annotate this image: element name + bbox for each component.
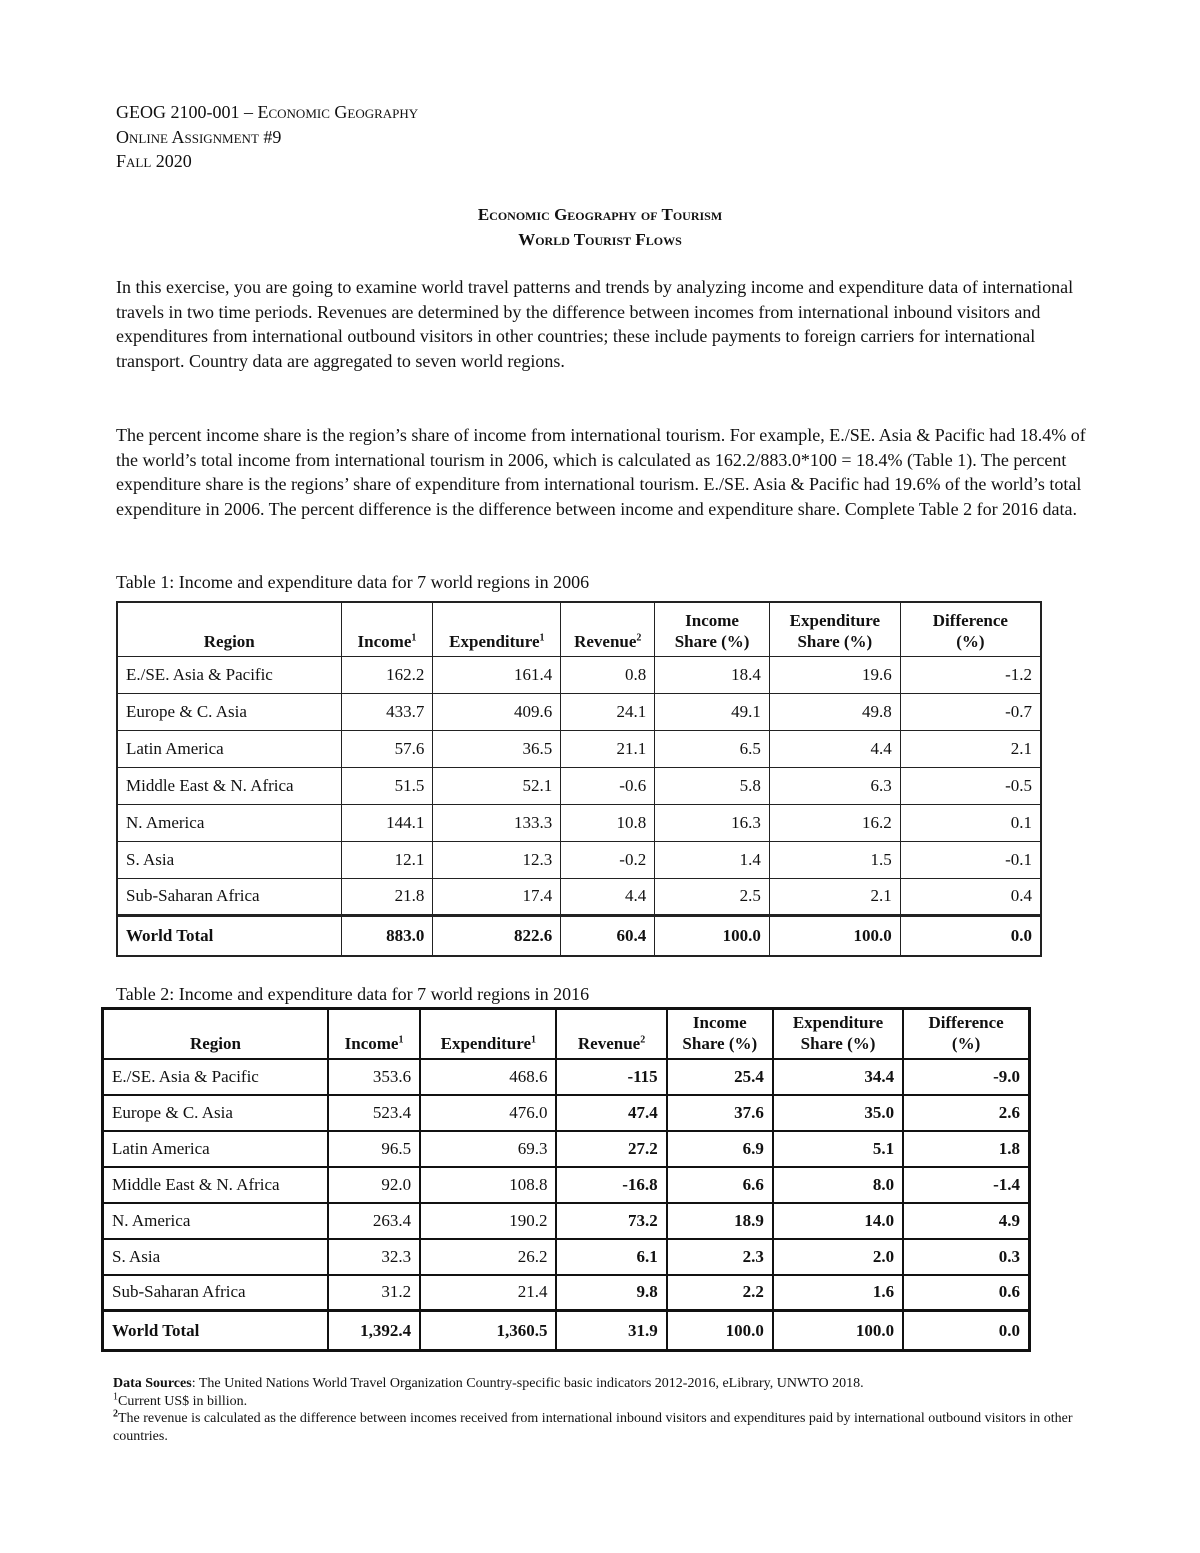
value-cell: 2.2 (667, 1275, 773, 1311)
value-cell: 4.9 (903, 1203, 1029, 1239)
value-cell: 1.5 (769, 841, 900, 878)
value-cell: 523.4 (328, 1095, 420, 1131)
region-cell: Europe & C. Asia (117, 693, 341, 730)
value-cell: 133.3 (433, 804, 561, 841)
value-cell: 1.6 (773, 1275, 903, 1311)
value-cell: -1.4 (903, 1167, 1029, 1203)
value-cell: 96.5 (328, 1131, 420, 1167)
value-cell: 6.6 (667, 1167, 773, 1203)
value-cell: 19.6 (769, 656, 900, 693)
table-row (103, 1059, 1030, 1095)
value-cell: 2.3 (667, 1239, 773, 1275)
table-row (103, 1275, 1030, 1311)
table2-caption: Table 2: Income and expenditure data for 7 world regions in 2016 (116, 984, 590, 1004)
col-revenue: Revenue$^2$ (556, 1009, 666, 1059)
col-region: Region (117, 602, 341, 656)
value-cell: 18.9 (667, 1203, 773, 1239)
col-difference: Difference (%) (900, 602, 1041, 656)
value-cell: -9.0 (903, 1059, 1029, 1095)
value-cell: 0.3 (903, 1239, 1029, 1275)
value-cell: 263.4 (328, 1203, 420, 1239)
value-cell: 476.0 (420, 1095, 556, 1131)
footnote-1: $^1$Current US$ in billion. (113, 1390, 248, 1409)
course-line: GEOG 2100-001 – Economic Geography (116, 102, 419, 122)
value-cell: 409.6 (433, 693, 561, 730)
value-cell: 2.1 (769, 878, 900, 915)
total-value-cell: 100.0 (655, 915, 770, 956)
term-line: Fall 2020 (116, 151, 192, 171)
col-revenue: Revenue$^2$ (561, 602, 655, 656)
footnote-2: $^2$The revenue is calculated as the difference between incomes received from international inbound visitors and expenditures paid by international outbound visitors in other countries. (113, 1408, 1073, 1444)
value-cell: 21.4 (420, 1275, 556, 1311)
value-cell: 161.4 (433, 656, 561, 693)
sub-title: World Tourist Flows (518, 230, 682, 249)
value-cell: 9.8 (556, 1275, 666, 1311)
table-header-row (103, 1009, 1030, 1059)
value-cell: 468.6 (420, 1059, 556, 1095)
value-cell: 10.8 (561, 804, 655, 841)
value-cell: 36.5 (433, 730, 561, 767)
table-row (117, 656, 1041, 693)
region-cell: E./SE. Asia & Pacific (103, 1059, 328, 1095)
value-cell: 162.2 (341, 656, 433, 693)
value-cell: 6.5 (655, 730, 770, 767)
table-2016 (101, 1007, 1031, 1352)
value-cell: 144.1 (341, 804, 433, 841)
table-total-row (117, 915, 1041, 956)
value-cell: 57.6 (341, 730, 433, 767)
region-cell: S. Asia (117, 841, 341, 878)
value-cell: -0.2 (561, 841, 655, 878)
main-title: Economic Geography of Tourism (477, 205, 723, 224)
total-value-cell: 60.4 (561, 915, 655, 956)
table-row (103, 1239, 1030, 1275)
value-cell: -0.6 (561, 767, 655, 804)
value-cell: 47.4 (556, 1095, 666, 1131)
share-explanation-paragraph: The percent income share is the region’s share of income from international tourism. For example, E./SE. Asia & Pacific had 18.4% of the world’s total income from international tourism in 2006, which is calculated as 162.2/883.0*100 = 18.4% (Table 1). The percent expenditure share is the regions’ share of expenditure from international tourism. E./SE. Asia & Pacific had 19.6% of the world’s total expenditure in 2006. The percent difference is the difference between income and expenditure share. Complete Table 2 for 2016 data. (116, 425, 1086, 519)
value-cell: -1.2 (900, 656, 1041, 693)
col-difference: Difference (%) (903, 1009, 1029, 1059)
total-value-cell: 1,360.5 (420, 1311, 556, 1351)
total-value-cell: 100.0 (773, 1311, 903, 1351)
table-row (117, 693, 1041, 730)
value-cell: -115 (556, 1059, 666, 1095)
value-cell: 16.3 (655, 804, 770, 841)
value-cell: 26.2 (420, 1239, 556, 1275)
value-cell: 27.2 (556, 1131, 666, 1167)
value-cell: 25.4 (667, 1059, 773, 1095)
value-cell: 21.8 (341, 878, 433, 915)
total-label-cell: World Total (103, 1311, 328, 1351)
document-title (0, 202, 1200, 252)
value-cell: 31.2 (328, 1275, 420, 1311)
region-cell: S. Asia (103, 1239, 328, 1275)
value-cell: 49.1 (655, 693, 770, 730)
value-cell: 8.0 (773, 1167, 903, 1203)
col-income-share: Income Share (%) (655, 602, 770, 656)
value-cell: 353.6 (328, 1059, 420, 1095)
table-row (103, 1167, 1030, 1203)
value-cell: 2.1 (900, 730, 1041, 767)
table-row (117, 841, 1041, 878)
table-row (117, 804, 1041, 841)
col-income: Income$^1$ (341, 602, 433, 656)
value-cell: 37.6 (667, 1095, 773, 1131)
value-cell: 69.3 (420, 1131, 556, 1167)
data-sources-note: Data Sources: The United Nations World Travel Organization Country-specific basic indicators 2012-2016, eLibrary, UNWTO 2018. (113, 1376, 864, 1391)
col-region: Region (103, 1009, 328, 1059)
region-cell: Europe & C. Asia (103, 1095, 328, 1131)
value-cell: 5.8 (655, 767, 770, 804)
value-cell: 51.5 (341, 767, 433, 804)
value-cell: 2.6 (903, 1095, 1029, 1131)
region-cell: E./SE. Asia & Pacific (117, 656, 341, 693)
region-cell: N. America (103, 1203, 328, 1239)
value-cell: 17.4 (433, 878, 561, 915)
region-cell: N. America (117, 804, 341, 841)
value-cell: 2.5 (655, 878, 770, 915)
value-cell: 6.9 (667, 1131, 773, 1167)
value-cell: 92.0 (328, 1167, 420, 1203)
assignment-line: Online Assignment #9 (116, 126, 282, 147)
value-cell: 14.0 (773, 1203, 903, 1239)
value-cell: 12.3 (433, 841, 561, 878)
value-cell: 4.4 (561, 878, 655, 915)
col-income-share: Income Share (%) (667, 1009, 773, 1059)
total-value-cell: 822.6 (433, 915, 561, 956)
total-value-cell: 0.0 (900, 915, 1041, 956)
value-cell: 0.4 (900, 878, 1041, 915)
region-cell: Latin America (117, 730, 341, 767)
value-cell: 49.8 (769, 693, 900, 730)
value-cell: 73.2 (556, 1203, 666, 1239)
table-row (103, 1131, 1030, 1167)
region-cell: Latin America (103, 1131, 328, 1167)
value-cell: 35.0 (773, 1095, 903, 1131)
value-cell: 16.2 (769, 804, 900, 841)
footnotes (113, 1375, 1103, 1445)
value-cell: 433.7 (341, 693, 433, 730)
region-cell: Sub-Saharan Africa (117, 878, 341, 915)
value-cell: -16.8 (556, 1167, 666, 1203)
total-value-cell: 100.0 (667, 1311, 773, 1351)
value-cell: 21.1 (561, 730, 655, 767)
table-row (117, 767, 1041, 804)
value-cell: 2.0 (773, 1239, 903, 1275)
col-expenditure-share: Expenditure Share (%) (769, 602, 900, 656)
col-expenditure-share: Expenditure Share (%) (773, 1009, 903, 1059)
value-cell: 34.4 (773, 1059, 903, 1095)
total-value-cell: 1,392.4 (328, 1311, 420, 1351)
intro-paragraph: In this exercise, you are going to examine world travel patterns and trends by analyzing income and expenditure data of international travels in two time periods. Revenues are determined by the difference between incomes from international inbound visitors and expenditures from international outbound visitors in other countries; these include payments to foreign carriers for international transport. Country data are aggregated to seven world regions. (116, 277, 1074, 371)
value-cell: 0.6 (903, 1275, 1029, 1311)
value-cell: 6.3 (769, 767, 900, 804)
value-cell: -0.1 (900, 841, 1041, 878)
value-cell: 108.8 (420, 1167, 556, 1203)
value-cell: 12.1 (341, 841, 433, 878)
value-cell: 1.4 (655, 841, 770, 878)
col-income: Income$^1$ (328, 1009, 420, 1059)
table1-caption: Table 1: Income and expenditure data for 7 world regions in 2006 (116, 572, 590, 592)
course-header (116, 100, 418, 174)
value-cell: 24.1 (561, 693, 655, 730)
region-cell: Middle East & N. Africa (103, 1167, 328, 1203)
value-cell: 1.8 (903, 1131, 1029, 1167)
value-cell: 190.2 (420, 1203, 556, 1239)
region-cell: Middle East & N. Africa (117, 767, 341, 804)
value-cell: 4.4 (769, 730, 900, 767)
region-cell: Sub-Saharan Africa (103, 1275, 328, 1311)
value-cell: 0.8 (561, 656, 655, 693)
total-value-cell: 100.0 (769, 915, 900, 956)
table-2006 (116, 601, 1042, 957)
col-expenditure: Expenditure$^1$ (433, 602, 561, 656)
value-cell: 0.1 (900, 804, 1041, 841)
table-row (117, 878, 1041, 915)
value-cell: 5.1 (773, 1131, 903, 1167)
table-row (117, 730, 1041, 767)
table-total-row (103, 1311, 1030, 1351)
total-value-cell: 883.0 (341, 915, 433, 956)
table-header-row (117, 602, 1041, 656)
value-cell: 18.4 (655, 656, 770, 693)
table-row (103, 1203, 1030, 1239)
total-value-cell: 31.9 (556, 1311, 666, 1351)
table-row (103, 1095, 1030, 1131)
value-cell: 32.3 (328, 1239, 420, 1275)
total-value-cell: 0.0 (903, 1311, 1029, 1351)
value-cell: -0.5 (900, 767, 1041, 804)
value-cell: 52.1 (433, 767, 561, 804)
total-label-cell: World Total (117, 915, 341, 956)
col-expenditure: Expenditure$^1$ (420, 1009, 556, 1059)
value-cell: -0.7 (900, 693, 1041, 730)
value-cell: 6.1 (556, 1239, 666, 1275)
